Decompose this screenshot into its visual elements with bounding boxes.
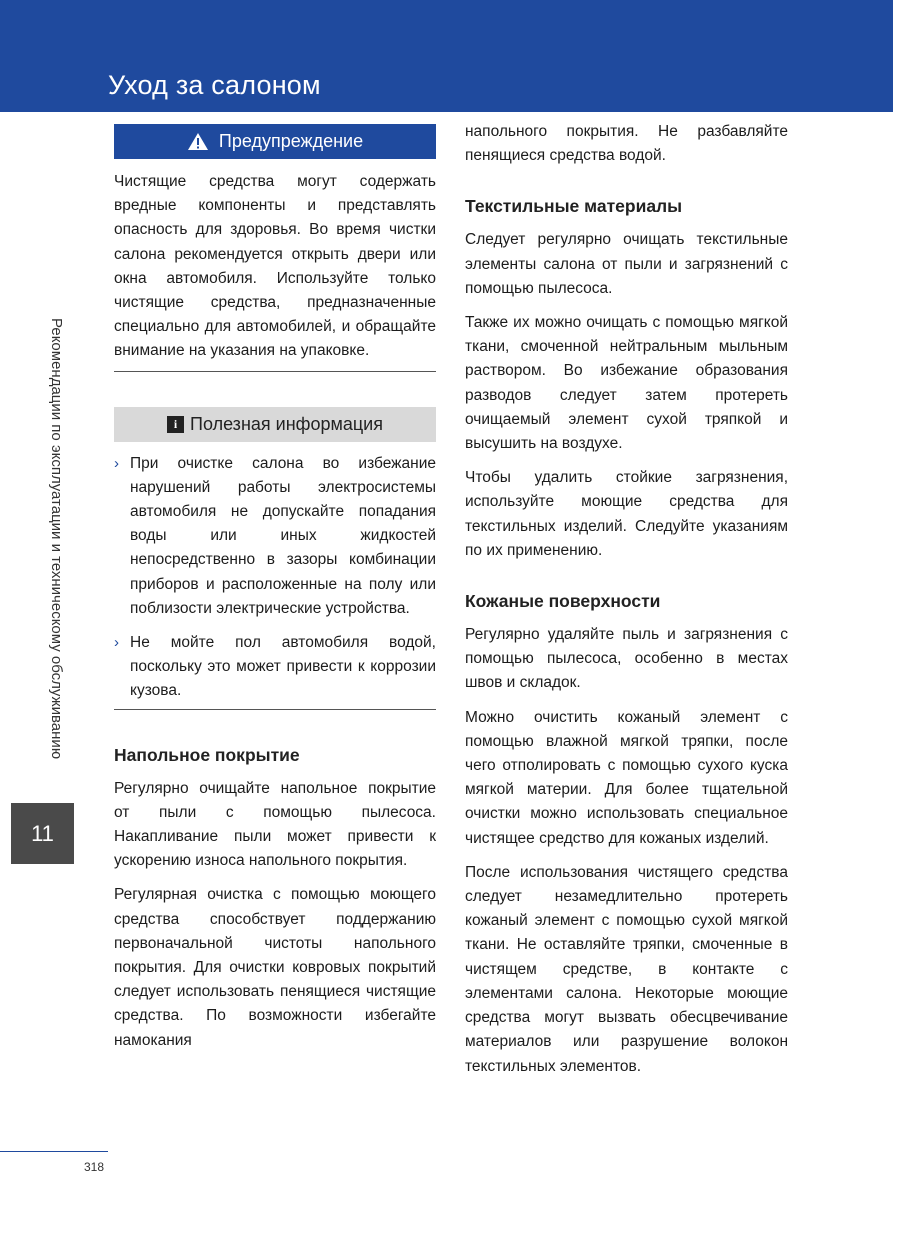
- left-column: [114, 120, 436, 1053]
- info-item: [114, 631, 436, 704]
- floor-paragraph: Регулярно очищайте напольное покрытие от пыли с помощью пылесоса. Накапливание пыли может привести к ускорению износа напольного покрытия.: [114, 779, 436, 870]
- chapter-tab: [11, 803, 74, 864]
- warning-title: Предупреждение: [218, 131, 364, 152]
- info-header: [114, 407, 436, 442]
- leather-paragraph: После использования чистящего средства следует незамедлительно протереть кожаный элемент с помощью сухой мягкой ткани. Не оставляйте тряпки, смоченные в чистящем средстве, в контакте с элементами салона. Некоторые моющие средства могут вызвать обесцвечивание материалов или разрушение волокон текстильных элементов.: [465, 863, 788, 1075]
- footer-rule: [0, 1151, 108, 1152]
- floor-paragraph: Регулярная очистка с помощью моющего средства способствует поддержанию первоначальной чистоты напольного покрытия. Для очистки ковровых покрытий следует использовать пенящиеся чистящие средства. По возможности избегайте намокания: [114, 886, 436, 1049]
- textile-paragraph: Следует регулярно очищать текстильные элементы салона от пыли и загрязнений с помощью пылесоса.: [465, 231, 788, 297]
- divider: [114, 709, 436, 710]
- section-heading-leather: Кожаные поверхности: [465, 591, 661, 612]
- info-item-text: При очистке салона во избежание нарушений работы электросистемы автомобиля не допускайте попадания воды или иных жидкостей непосредственно в зазоры комбинации приборов и расположенные на полу или поблизости электрические устройства.: [130, 454, 436, 617]
- section-heading-floor: Напольное покрытие: [114, 744, 300, 765]
- warning-header: [114, 124, 436, 159]
- chevron-right-icon: ›: [114, 454, 119, 472]
- page-number: 318: [84, 1160, 105, 1174]
- page-title: Уход за салоном: [108, 70, 321, 100]
- chevron-right-icon: ›: [114, 634, 119, 652]
- warning-text: Чистящие средства могут содержать вредные компоненты и представлять опасность для здоровья. Во время чистки салона рекомендуется открыть двери или окна автомобиля. Используйте только чистящие средства, предназначенные специально для автомобилей, и обращайте внимание на указания на упаковке.: [114, 173, 436, 360]
- chapter-side-label: Рекомендации по эксплуатации и техническому обслуживанию: [48, 318, 65, 760]
- info-item: [114, 452, 436, 621]
- leather-paragraph: Можно очистить кожаный элемент с помощью влажной мягкой тряпки, после чего отполировать с помощью сухого куска мягкой материи. Для более тщательной очистки можно использовать специальное чистящее средство для кожаных изделий.: [465, 708, 788, 847]
- chapter-number: 11: [31, 820, 54, 846]
- right-column: [465, 120, 788, 1079]
- leather-paragraph: Регулярно удаляйте пыль и загрязнения с помощью пылесоса, особенно в местах швов и складок.: [465, 626, 788, 692]
- info-icon: i: [167, 416, 184, 433]
- warning-icon: [187, 132, 209, 151]
- textile-paragraph: Чтобы удалить стойкие загрязнения, используйте моющие средства для текстильных изделий. Следуйте указаниям по их применению.: [465, 469, 788, 559]
- info-item-text: Не мойте пол автомобиля водой, поскольку это может привести к коррозии кузова.: [130, 634, 436, 700]
- info-title: Полезная информация: [190, 414, 383, 435]
- divider: [114, 371, 436, 372]
- textile-paragraph: Также их можно очищать с помощью мягкой ткани, смоченной нейтральным мыльным раствором. Во избежание образования разводов следует затем протереть очищаемый элемент сухой тряпкой и высушить на воздухе.: [465, 314, 788, 453]
- section-heading-textile: Текстильные материалы: [465, 196, 683, 217]
- right-margin: [893, 0, 897, 1248]
- floor-paragraph: напольного покрытия. Не разбавляйте пенящиеся средства водой.: [465, 123, 788, 165]
